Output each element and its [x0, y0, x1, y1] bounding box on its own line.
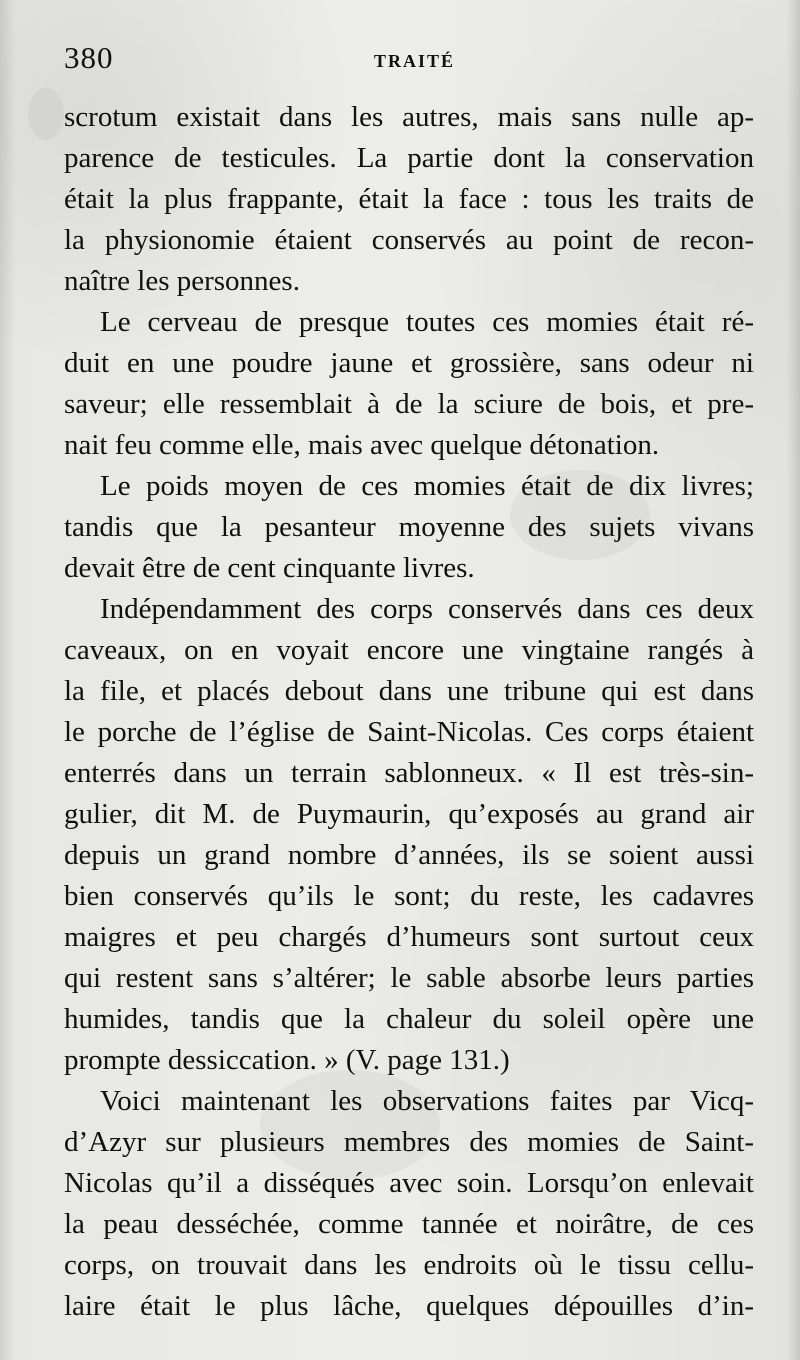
body-text — [64, 97, 754, 1327]
running-title: TRAITÉ — [374, 51, 456, 71]
text-line: humides, tandis que la chaleur du soleil opère une — [64, 1003, 754, 1035]
text-line: enterrés dans un terrain sablonneux. « Il est très-sin- — [64, 757, 754, 789]
text-line: qui restent sans s’altérer; le sable absorbe leurs parties — [64, 962, 754, 994]
text-line: bien conservés qu’ils le sont; du reste, les cadavres — [64, 880, 754, 912]
text-line: maigres et peu chargés d’humeurs sont surtout ceux — [64, 921, 754, 953]
text-line: parence de testicules. La partie dont la conservation — [64, 142, 754, 174]
paper-stain — [28, 88, 64, 140]
text-line: la physionomie étaient conservés au point de recon- — [64, 224, 754, 256]
text-line: naître les personnes. — [64, 265, 300, 297]
text-line: Nicolas qu’il a disséqués avec soin. Lorsqu’on enlevait — [64, 1167, 754, 1199]
text-line: devait être de cent cinquante livres. — [64, 552, 475, 584]
text-line: d’Azyr sur plusieurs membres des momies de Saint- — [64, 1126, 754, 1158]
text-line: Le poids moyen de ces momies était de dix livres; — [100, 470, 754, 502]
page-number: 380 — [64, 40, 114, 75]
text-line: Voici maintenant les observations faites par Vicq- — [100, 1085, 754, 1117]
text-line: était la plus frappante, était la face : tous les traits de — [64, 183, 754, 215]
text-line: le porche de l’église de Saint-Nicolas. Ces corps étaient — [64, 716, 754, 748]
text-line: corps, on trouvait dans les endroits où le tissu cellu- — [64, 1249, 754, 1281]
text-line: caveaux, on en voyait encore une vingtaine rangés à — [64, 634, 754, 666]
text-line: nait feu comme elle, mais avec quelque détonation. — [64, 429, 660, 461]
text-line: Indépendamment des corps conservés dans ces deux — [100, 593, 754, 625]
text-line: saveur; elle ressemblait à de la sciure de bois, et pre- — [64, 388, 754, 420]
page-header — [64, 40, 748, 80]
text-line: duit en une poudre jaune et grossière, sans odeur ni — [64, 347, 754, 379]
text-line: laire était le plus lâche, quelques dépouilles d’in- — [64, 1290, 754, 1322]
text-line: gulier, dit M. de Puymaurin, qu’exposés au grand air — [64, 798, 754, 830]
text-line: depuis un grand nombre d’années, ils se soient aussi — [64, 839, 754, 871]
text-line: la peau desséchée, comme tannée et noirâtre, de ces — [64, 1208, 754, 1240]
text-line: prompte dessiccation. » (V. page 131.) — [64, 1044, 510, 1076]
text-line: scrotum existait dans les autres, mais sans nulle ap- — [64, 101, 754, 133]
text-line: la file, et placés debout dans une tribune qui est dans — [64, 675, 754, 707]
text-line: Le cerveau de presque toutes ces momies était ré- — [100, 306, 754, 338]
text-line: tandis que la pesanteur moyenne des sujets vivans — [64, 511, 754, 543]
